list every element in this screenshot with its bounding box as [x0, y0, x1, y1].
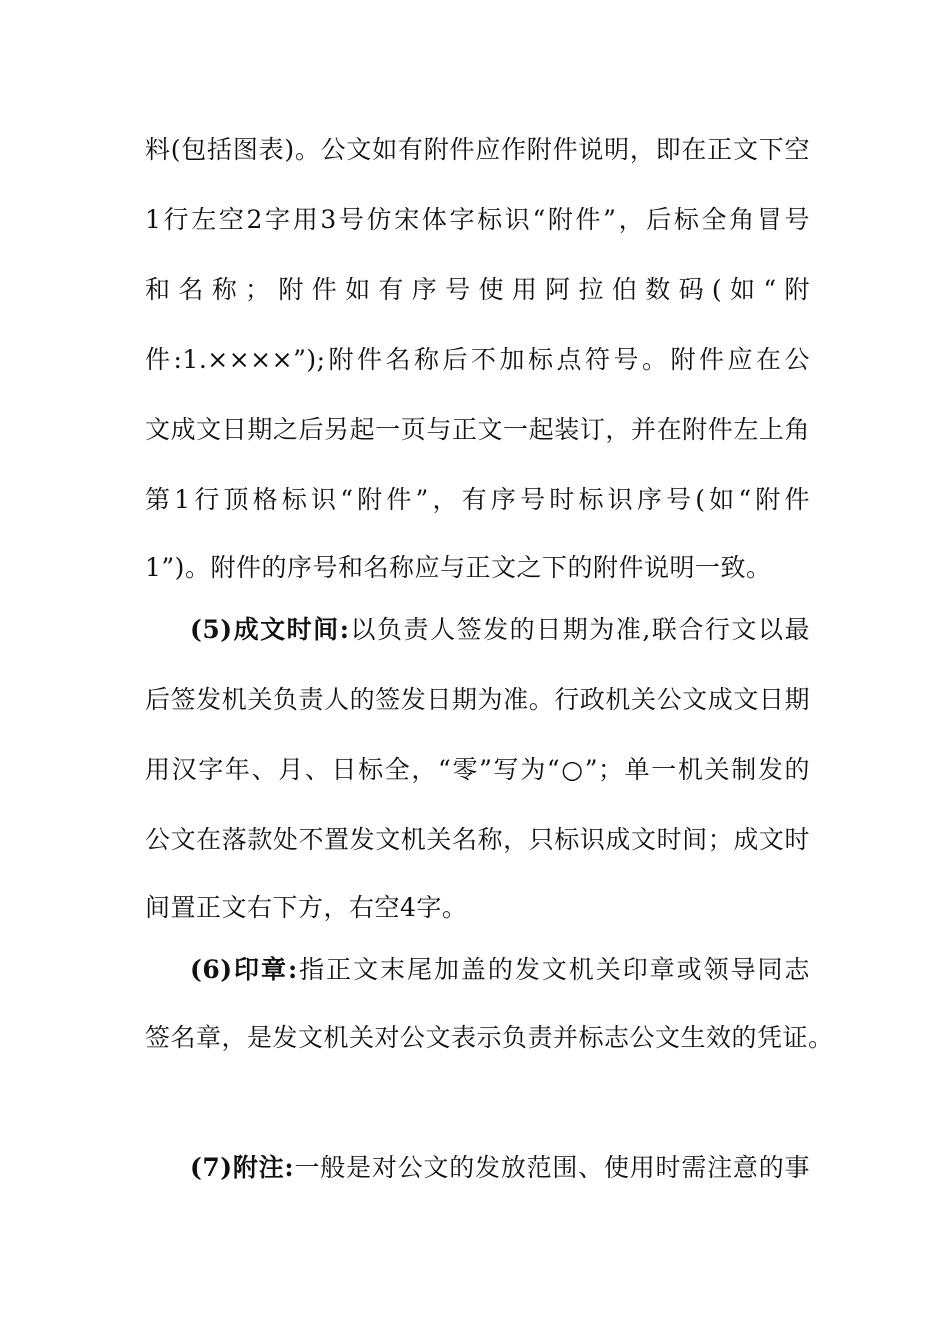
- section-7-text: 一般是对公文的发放范围、使用时需注意的事: [294, 1153, 810, 1182]
- section-6-heading: (6)印章:: [190, 955, 298, 984]
- body-text-line: 文成文日期之后另起一页与正文一起装订，并在附件左上角: [145, 415, 810, 444]
- body-text-line: 和名称；附件如有序号使用阿拉伯数码(如“附: [145, 275, 810, 304]
- body-text-line: 1”)。附件的序号和名称应与正文之下的附件说明一致。: [145, 553, 772, 582]
- section-5-line: 用汉字年、月、日标全，“零”写为“○”；单一机关制发的: [145, 755, 810, 784]
- section-5-line: 后签发机关负责人的签发日期为准。行政机关公文成文日期: [145, 685, 810, 714]
- body-text-line: 料(包括图表)。公文如有附件应作附件说明，即在正文下空: [145, 135, 810, 164]
- section-6-first-line: [190, 953, 810, 987]
- section-5-text: 以负责人签发的日期为准,联合行文以最: [349, 615, 811, 644]
- section-7-heading: (7)附注:: [190, 1153, 295, 1182]
- section-5-heading: (5)成文时间:: [190, 615, 350, 644]
- body-text-line: 第1行顶格标识“附件”，有序号时标识序号(如“附件: [145, 485, 810, 514]
- section-7-first-line: [190, 1151, 810, 1185]
- section-5-first-line: [190, 613, 810, 647]
- section-6-line: 签名章，是发文机关对公文表示负责并标志公文生效的凭证。: [145, 1023, 834, 1052]
- body-text-line: 1行左空2字用3号仿宋体字标识“附件”，后标全角冒号: [145, 205, 810, 234]
- section-5-line: 公文在落款处不置发文机关名称，只标识成文时间；成文时: [145, 825, 810, 854]
- section-6-text: 指正文末尾加盖的发文机关印章或领导同志: [297, 955, 811, 984]
- section-5-line: 间置正文右下方，右空4字。: [145, 893, 468, 922]
- body-text-line: 件:1.××××”);附件名称后不加标点符号。附件应在公: [145, 345, 810, 374]
